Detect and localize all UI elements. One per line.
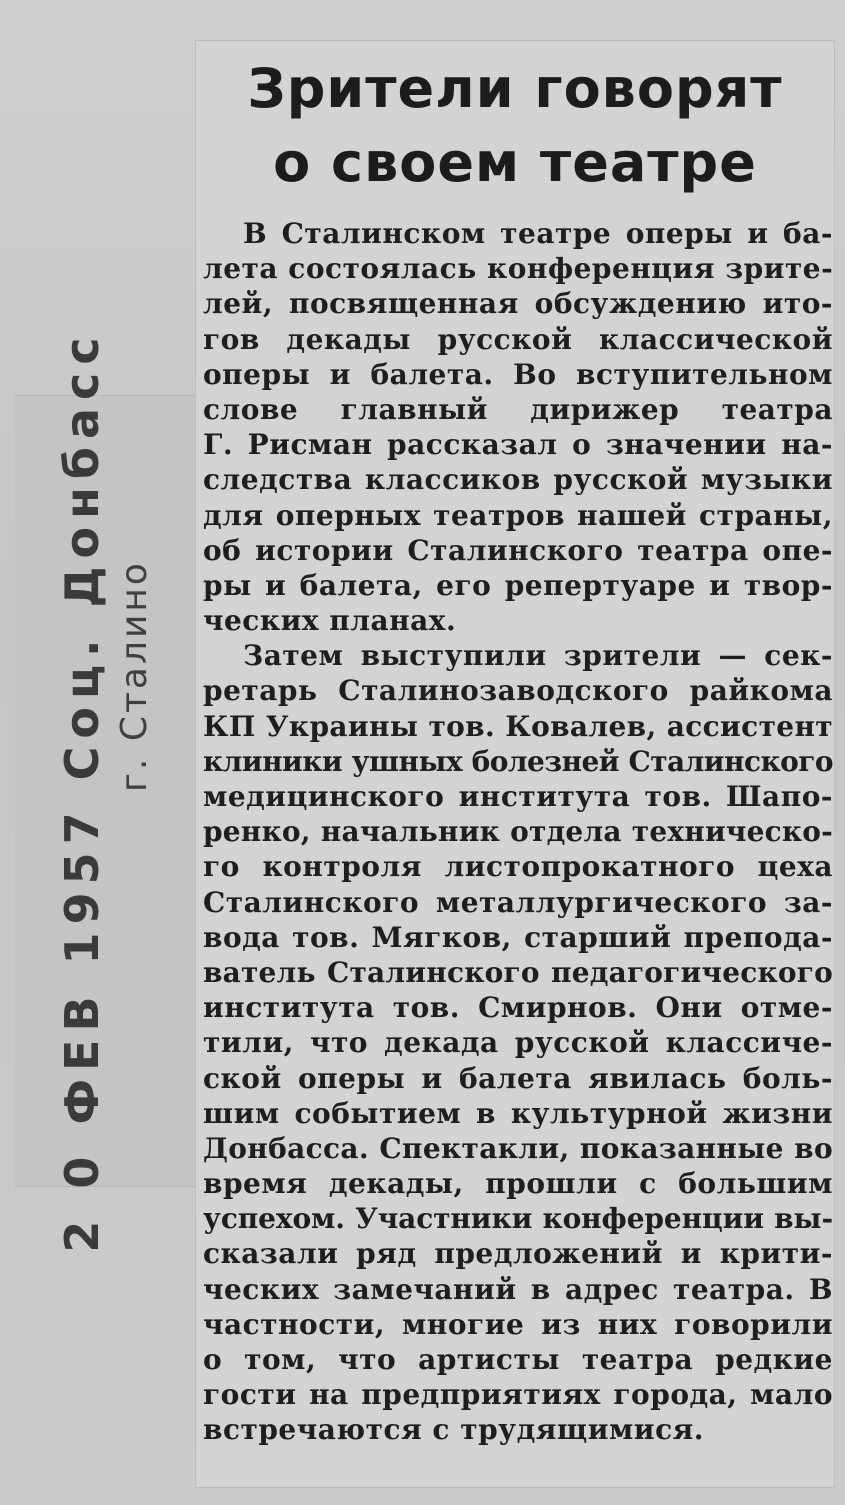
text-line: медицинского института тов. Шапо- (203, 780, 833, 813)
text-line: института тов. Смирнов. Они отме- (203, 991, 833, 1025)
archive-stamp (15, 329, 195, 1253)
text-line: ческих планах. (203, 604, 457, 638)
text-line: лей, посвященная обсуждению ито- (203, 287, 833, 321)
text-line: время декады, прошли с большим (203, 1167, 833, 1201)
text-line: ретарь Сталинозаводского райкома (203, 674, 833, 708)
text-line: о том, что артисты театра редкие (203, 1343, 833, 1376)
text-line: сказали ряд предложений и крити- (203, 1237, 833, 1271)
text-line: слове главный дирижер театра (203, 392, 833, 426)
headline-line-1: Зрители говорят (247, 57, 783, 120)
text-line: В Сталинском театре оперы и ба- (243, 217, 833, 250)
text-line: ренко, начальник отдела техническо- (203, 815, 833, 849)
text-line: частности, многие из них говорили (203, 1307, 833, 1341)
text-line: клиники ушных болезней Сталинского (203, 744, 833, 778)
text-line: ческих замечаний в адрес театра. В (203, 1272, 833, 1306)
text-line: оперы и балета. Во вступительном (203, 357, 833, 391)
text-line: тили, что декада русской классиче- (203, 1026, 833, 1060)
text-line: лета состоялась конференция зрите- (203, 252, 834, 286)
text-line: Затем выступили зрители — сек- (243, 639, 833, 673)
text-line: Донбасса. Спектакли, показанные во (203, 1131, 833, 1165)
text-line: гов декады русской классической (203, 322, 833, 356)
text-line: шим событием в культурной жизни (203, 1096, 833, 1130)
text-line: ры и балета, его репертуаре и твор- (203, 568, 833, 602)
headline-line-2: о своем театре (273, 131, 757, 194)
text-line: для оперных театров нашей страны, (203, 498, 833, 532)
text-line: ватель Сталинского педагогического (203, 955, 833, 989)
text-line: го контроля листопрокатного цеха (203, 850, 833, 884)
text-line: следства классиков русской музыки (203, 463, 833, 497)
stamp-text (52, 329, 158, 1252)
stamp-city: г. Сталино (114, 560, 155, 792)
text-line: Г. Рисман рассказал о значении на- (203, 428, 833, 462)
text-line: КП Украины тов. Ковалев, ассистент (203, 709, 833, 743)
text-line: об истории Сталинского театра опе- (203, 533, 833, 567)
article-body (203, 216, 833, 1448)
text-line: Сталинского металлургического за- (203, 885, 833, 919)
article-headline (205, 52, 825, 200)
stamp-date-source: 2 0 ФЕВ 1957 Соц. Донбасс (55, 329, 109, 1253)
text-line: гости на предприятиях города, мало (203, 1378, 833, 1412)
text-line: успехом. Участники конференции вы- (203, 1202, 833, 1236)
text-line: ской оперы и балета явилась боль- (203, 1061, 833, 1095)
text-line: вода тов. Мягков, старший препода- (203, 920, 833, 954)
text-line: встречаются с трудящимися. (203, 1413, 705, 1447)
